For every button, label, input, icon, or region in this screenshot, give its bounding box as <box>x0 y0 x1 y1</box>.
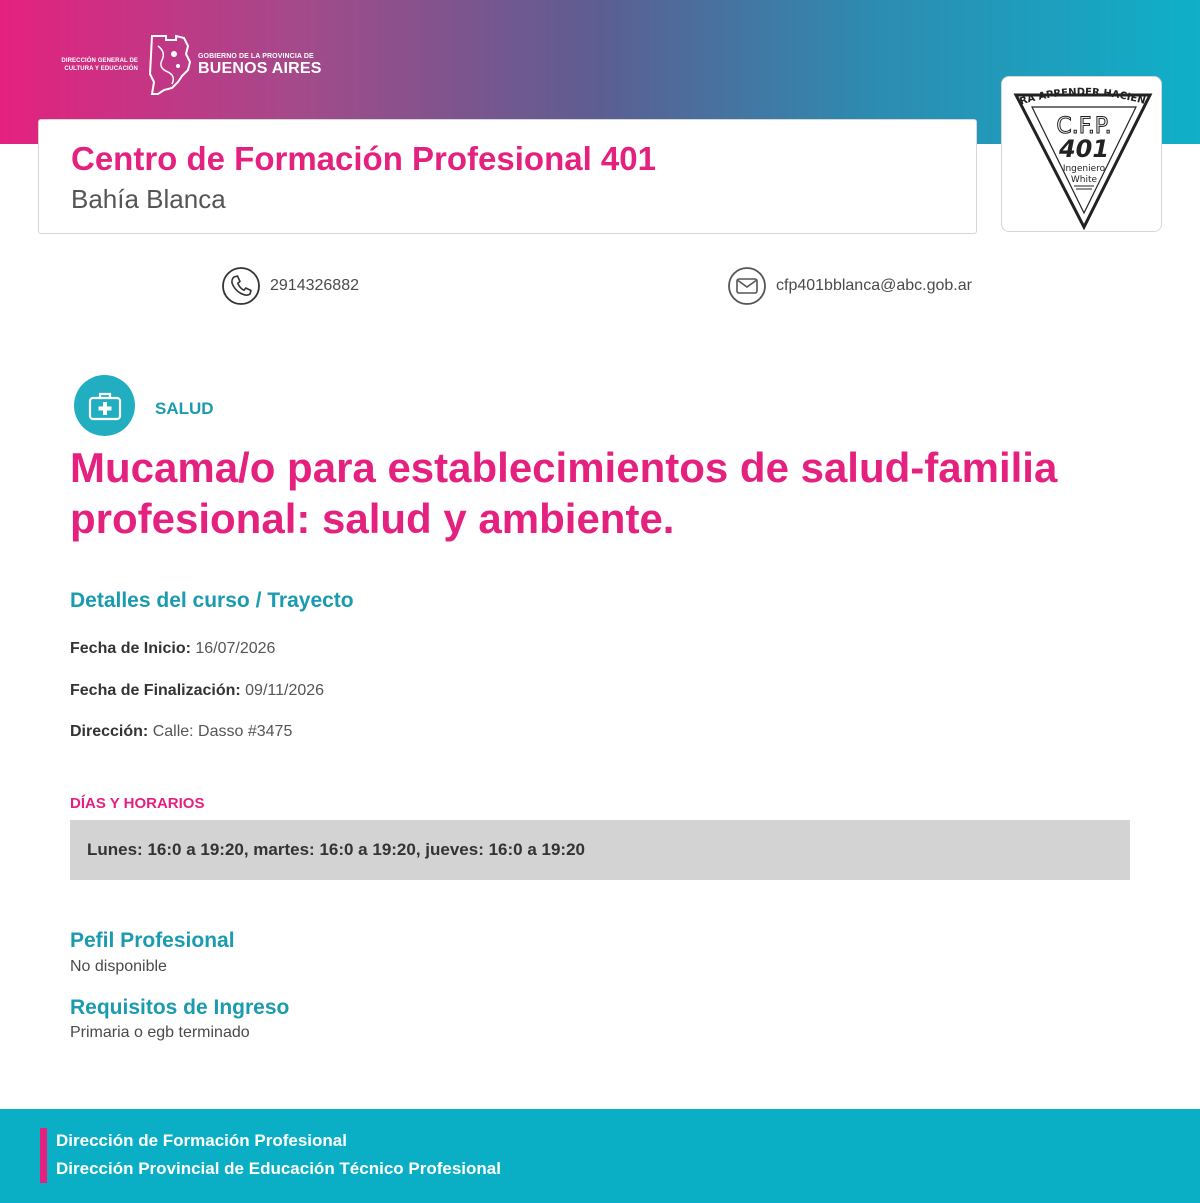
institution-name: Centro de Formación Profesional 401 <box>71 140 656 177</box>
start-date-value: 16/07/2026 <box>195 640 276 657</box>
province-name: GOBIERNO DE LA PROVINCIA DE BUENOS AIRES <box>198 52 322 77</box>
schedule-heading: DÍAS Y HORARIOS <box>70 795 205 812</box>
end-date-label: Fecha de Finalización: <box>70 682 241 699</box>
envelope-icon <box>727 266 767 306</box>
footer-line-2: Dirección Provincial de Educación Técnico Profesional <box>56 1159 501 1178</box>
footer-accent-bar <box>40 1128 47 1183</box>
government-logo <box>58 34 322 96</box>
end-date <box>70 682 324 700</box>
medical-kit-icon <box>74 375 135 436</box>
requirements-value: Primaria o egb terminado <box>70 1024 250 1041</box>
contact-email <box>727 266 972 306</box>
schedule-text: Lunes: 16:0 a 19:20, martes: 16:0 a 19:20, jueves: 16:0 a 19:20 <box>87 840 586 859</box>
phone-number[interactable]: 2914326882 <box>270 277 359 294</box>
province-map-icon <box>148 34 192 96</box>
details-heading: Detalles del curso / Trayecto <box>70 589 354 612</box>
footer-line-1: Dirección de Formación Profesional <box>56 1131 347 1150</box>
category-label: SALUD <box>155 399 214 418</box>
requirements-heading: Requisitos de Ingreso <box>70 996 290 1019</box>
dgcye-label: DIRECCIÓN GENERAL DE CULTURA Y EDUCACIÓN <box>61 58 138 72</box>
address <box>70 723 292 741</box>
start-date-label: Fecha de Inicio: <box>70 640 191 657</box>
schedule-box <box>70 820 1130 880</box>
logo-initials: C.F.P. <box>1056 114 1112 139</box>
course-title: Mucama/o para establecimientos de salud-familia profesional: salud y ambiente. <box>70 444 1058 542</box>
logo-motto: RA APRENDER HACIEN <box>1018 86 1147 108</box>
profile-heading: Pefil Profesional <box>70 929 235 952</box>
end-date-value: 09/11/2026 <box>245 682 325 699</box>
address-value: Calle: Dasso #3475 <box>152 723 293 740</box>
cfp-logo <box>1001 76 1162 232</box>
svg-text:PARA APRENDER HACIENDO <box>1002 77 1147 108</box>
start-date <box>70 640 275 658</box>
contact-phone <box>221 266 359 306</box>
logo-place2: White <box>1070 175 1098 185</box>
institution-card <box>38 119 977 234</box>
logo-place1: Ingeniero <box>1062 164 1106 174</box>
phone-icon <box>221 266 261 306</box>
logo-number: 401 <box>1058 135 1110 163</box>
email-address[interactable]: cfp401bblanca@abc.gob.ar <box>776 277 972 294</box>
institution-city: Bahía Blanca <box>71 184 226 214</box>
profile-value: No disponible <box>70 958 167 975</box>
address-label: Dirección: <box>70 723 149 740</box>
footer <box>0 1109 1200 1203</box>
